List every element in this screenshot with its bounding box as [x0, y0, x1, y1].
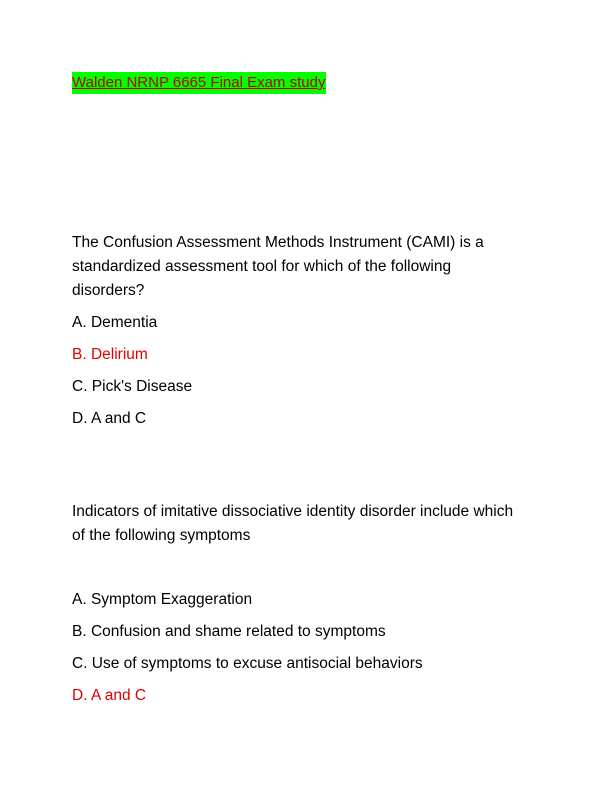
question-1-stem: The Confusion Assessment Methods Instrument (CAMI) is a standardized assessment tool for which of the following disorders?: [72, 234, 484, 299]
question-2-option-d: D. A and C: [72, 687, 147, 704]
question-2-option-b: B. Confusion and shame related to symptoms: [72, 623, 386, 640]
document-title: Walden NRNP 6665 Final Exam study: [72, 72, 326, 94]
question-1-option-b: B. Delirium: [72, 346, 148, 363]
question-1-option-a: A. Dementia: [72, 314, 158, 331]
question-1: [72, 231, 522, 439]
question-1-option-d: D. A and C: [72, 410, 147, 427]
question-2-option-a: A. Symptom Exaggeration: [72, 591, 253, 608]
question-1-option-c: C. Pick's Disease: [72, 378, 193, 395]
question-2-option-c: C. Use of symptoms to excuse antisocial behaviors: [72, 655, 423, 672]
question-2: [72, 500, 522, 716]
question-2-stem: Indicators of imitative dissociative identity disorder include which of the following symptoms: [72, 503, 514, 544]
